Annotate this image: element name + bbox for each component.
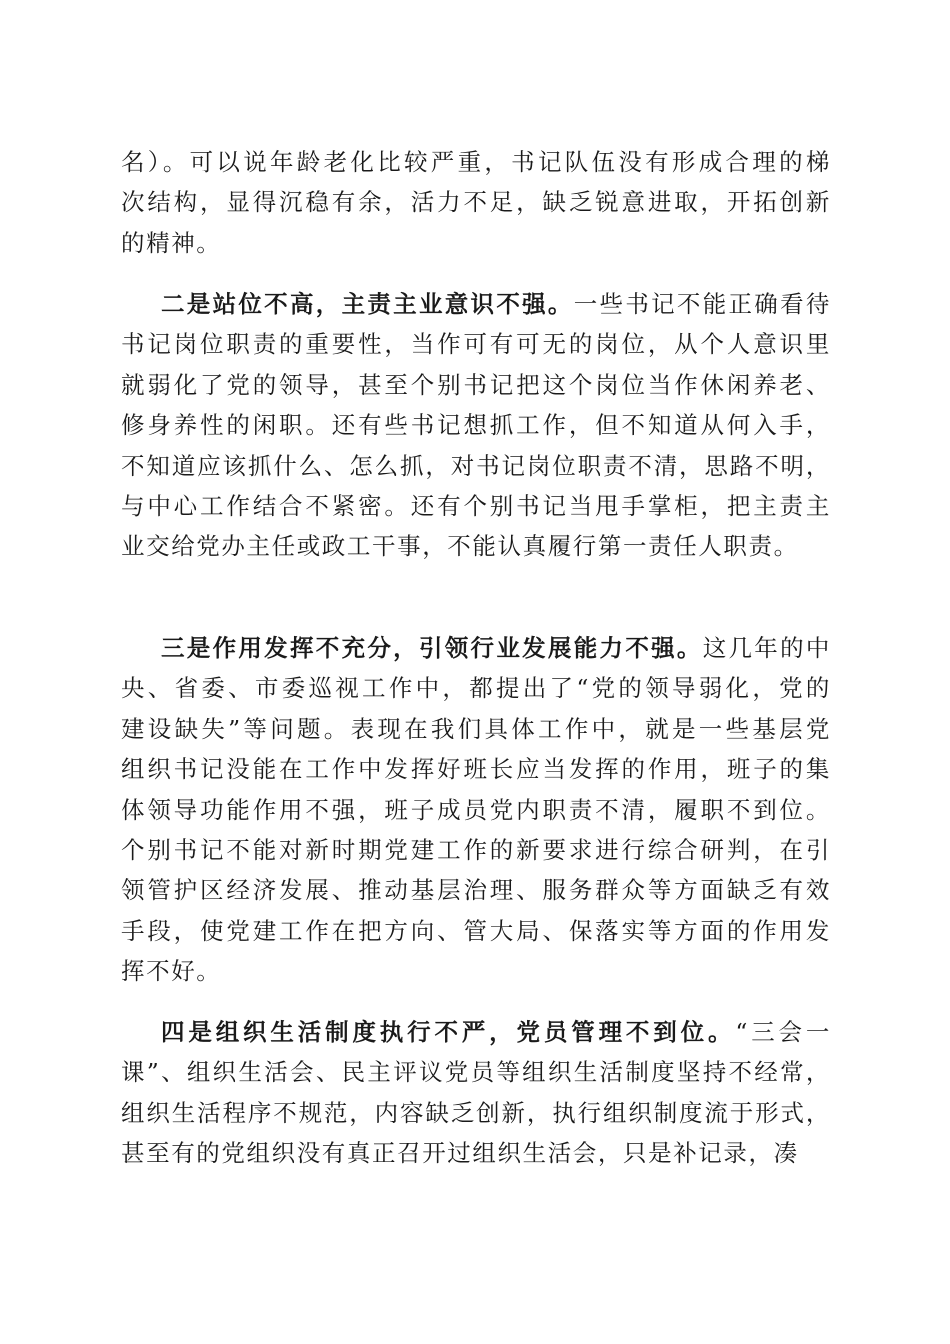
text-line xyxy=(121,405,831,445)
paragraph xyxy=(121,628,831,992)
text-line xyxy=(121,284,831,324)
text-line xyxy=(121,911,831,951)
text-line xyxy=(121,830,831,870)
lead-sentence: 三是作用发挥不充分，引领行业发展能力不强。 xyxy=(161,634,703,662)
text-run: 一些书记不能正确看待 xyxy=(573,290,831,318)
text-line xyxy=(121,526,831,566)
paragraph xyxy=(121,1012,831,1174)
paragraph xyxy=(121,142,831,263)
paragraph xyxy=(121,284,831,567)
text-run: 央、省委、市委巡视工作中，都提出了“党的领导弱化，党的 xyxy=(121,674,831,703)
text-line xyxy=(121,223,831,263)
text-run: 书记岗位职责的重要性，当作可有可无的岗位，从个人意识里 xyxy=(121,330,831,359)
text-run: 领管护区经济发展、推动基层治理、服务群众等方面缺乏有效 xyxy=(121,876,831,905)
lead-sentence: 四是组织生活制度执行不严，党员管理不到位。 xyxy=(161,1018,736,1046)
text-run: 名）。可以说年龄老化比较严重，书记队伍没有形成合理的梯 xyxy=(121,148,831,176)
text-line xyxy=(121,365,831,405)
text-line xyxy=(121,486,831,526)
text-run: 体领导功能作用不强，班子成员党内职责不清，履职不到位。 xyxy=(121,795,831,824)
text-run: 业交给党办主任或政工干事，不能认真履行第一责任人职责。 xyxy=(121,532,799,561)
text-run: 挥不好。 xyxy=(121,957,222,986)
text-run: 组织书记没能在工作中发挥好班长应当发挥的作用，班子的集 xyxy=(121,755,831,784)
text-line xyxy=(121,142,831,182)
text-line xyxy=(121,1093,831,1133)
text-run: “三会一 xyxy=(735,1018,831,1046)
text-line xyxy=(121,668,831,708)
text-line xyxy=(121,951,831,991)
text-run: 修身养性的闲职。还有些书记想抓工作，但不知道从何入手， xyxy=(121,411,831,440)
text-line xyxy=(121,790,831,830)
lead-sentence: 二是站位不高，主责主业意识不强。 xyxy=(161,290,574,318)
text-line xyxy=(121,628,831,668)
text-line xyxy=(121,182,831,222)
text-run: 课”、组织生活会、民主评议党员等组织生活制度坚持不经常， xyxy=(121,1058,831,1087)
text-line xyxy=(121,749,831,789)
text-run: 组织生活程序不规范，内容缺乏创新，执行组织制度流于形式， xyxy=(121,1098,831,1127)
text-run: 的精神。 xyxy=(121,228,222,257)
text-line xyxy=(121,1133,831,1173)
text-run: 与中心工作结合不紧密。还有个别书记当甩手掌柜，把主责主 xyxy=(121,491,831,520)
text-line xyxy=(121,870,831,910)
text-run: 手段，使党建工作在把方向、管大局、保落实等方面的作用发 xyxy=(121,916,831,945)
text-line xyxy=(121,1012,831,1052)
text-run: 次结构，显得沉稳有余，活力不足，缺乏锐意进取，开拓创新 xyxy=(121,188,831,217)
text-line xyxy=(121,1052,831,1092)
text-run: 这几年的中 xyxy=(702,634,832,662)
text-run: 甚至有的党组织没有真正召开过组织生活会，只是补记录，凑 xyxy=(121,1139,799,1168)
text-line xyxy=(121,709,831,749)
text-line xyxy=(121,324,831,364)
text-run: 建设缺失”等问题。表现在我们具体工作中，就是一些基层党 xyxy=(121,714,831,743)
text-line xyxy=(121,446,831,486)
text-run: 就弱化了党的领导，甚至个别书记把这个岗位当作休闲养老、 xyxy=(121,370,831,399)
text-run: 个别书记不能对新时期党建工作的新要求进行综合研判，在引 xyxy=(121,835,831,864)
text-run: 不知道应该抓什么、怎么抓，对书记岗位职责不清，思路不明， xyxy=(121,451,831,480)
